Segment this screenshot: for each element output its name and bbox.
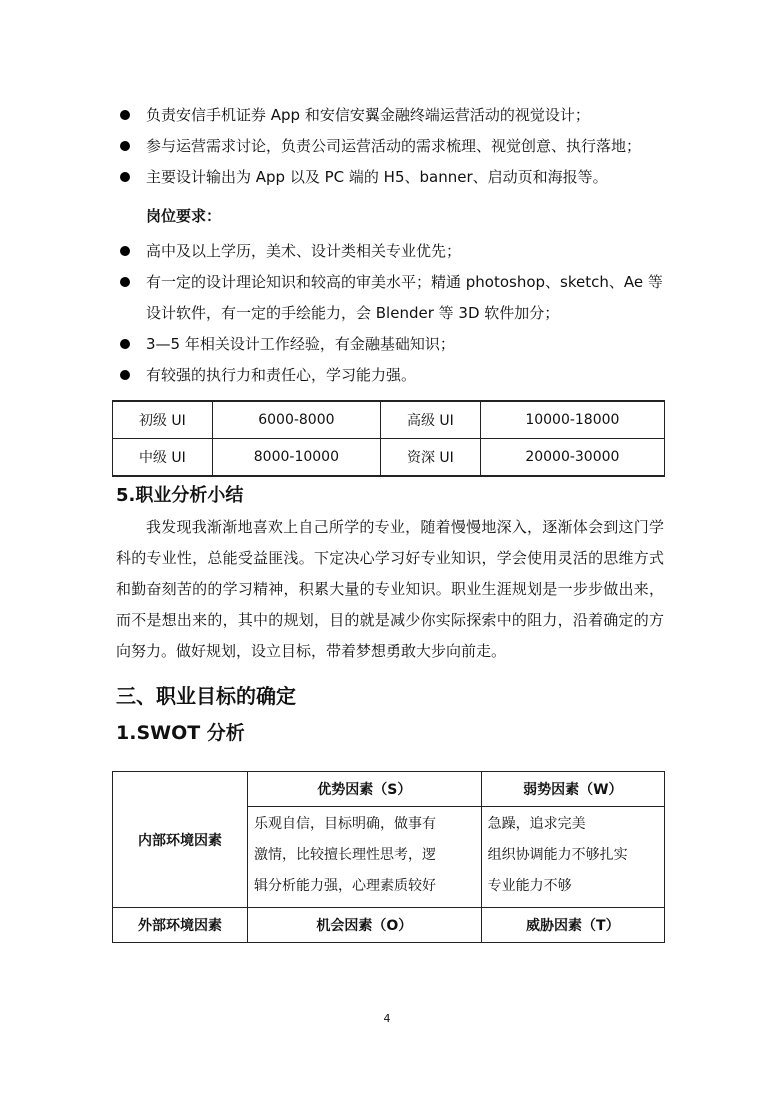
list-item: 高中及以上学历，美术、设计类相关专业优先； bbox=[118, 236, 678, 267]
requirements-list bbox=[118, 236, 678, 391]
strength-header: 优势因素（S） bbox=[248, 772, 482, 807]
list-item: 有一定的设计理论知识和较高的审美水平；精通 photoshop、sketch、Ae 等 设计软件，有一定的手绘能力，会 Blender 等 3D 软件加分； bbox=[118, 267, 678, 329]
external-label: 外部环境因素 bbox=[113, 908, 248, 943]
page-number: 4 bbox=[383, 1012, 391, 1025]
table-cell: 10000-18000 bbox=[480, 401, 664, 439]
list-item: 参与运营需求讨论，负责公司运营活动的需求梳理、视觉创意、执行落地； bbox=[118, 131, 678, 162]
strengths-cell bbox=[248, 807, 482, 908]
bullet-icon bbox=[120, 246, 130, 256]
threat-header: 威胁因素（T） bbox=[481, 908, 664, 943]
salary-table bbox=[112, 400, 665, 477]
weakness-line: 急躁，追求完美 bbox=[487, 816, 586, 832]
weaknesses-cell bbox=[481, 807, 664, 908]
section5-paragraph: 我发现我渐渐地喜欢上自己所学的专业，随着慢慢地深入，逐渐体会到这门学科的专业性，总能受益匪浅。下定决心学习好专业知识，学会使用灵活的思维方式和勤奋刻苦的的学习精神，积累大量的专业知识。职业生涯规划是一步步做出来，而不是想出来的，其中的规划，目的就是减少你实际探索中的阻力，沿着确定的方向努力。做好规划，设立目标，带着梦想勇敢大步向前走。 bbox=[116, 518, 664, 660]
table-row bbox=[113, 401, 665, 439]
list-item: 3—5 年相关设计工作经验，有金融基础知识； bbox=[118, 329, 678, 360]
bullet-icon bbox=[120, 339, 130, 349]
bullet-icon bbox=[120, 277, 130, 287]
list-item: 负责安信手机证券 App 和安信安翼金融终端运营活动的视觉设计； bbox=[118, 100, 678, 131]
weakness-header: 弱势因素（W） bbox=[481, 772, 664, 807]
chapter3-title: 三、职业目标的确定 bbox=[116, 684, 296, 708]
table-cell: 6000-8000 bbox=[212, 401, 380, 439]
strength-line: 乐观自信，目标明确，做事有 bbox=[254, 816, 436, 832]
bullet-icon bbox=[120, 172, 130, 182]
requirements-title: 岗位要求： bbox=[146, 207, 222, 225]
table-cell: 中级 UI bbox=[113, 439, 213, 477]
table-row bbox=[113, 772, 665, 807]
section5-title: 5.职业分析小结 bbox=[116, 485, 244, 506]
list-item: 有较强的执行力和责任心，学习能力强。 bbox=[118, 360, 678, 391]
duties-list bbox=[118, 100, 678, 193]
bullet-icon bbox=[120, 370, 130, 380]
table-cell: 初级 UI bbox=[113, 401, 213, 439]
strength-line: 激情，比较擅长理性思考，逻 bbox=[254, 847, 436, 863]
strength-line: 辑分析能力强，心理素质较好 bbox=[254, 878, 436, 894]
table-cell: 8000-10000 bbox=[212, 439, 380, 477]
table-row bbox=[113, 908, 665, 943]
weakness-line: 专业能力不够 bbox=[487, 878, 572, 894]
table-cell: 高级 UI bbox=[381, 401, 481, 439]
swot-title: 1.SWOT 分析 bbox=[116, 722, 245, 744]
weakness-line: 组织协调能力不够扎实 bbox=[487, 847, 628, 863]
internal-label: 内部环境因素 bbox=[113, 772, 248, 908]
list-item: 主要设计输出为 App 以及 PC 端的 H5、banner、启动页和海报等。 bbox=[118, 162, 678, 193]
swot-table bbox=[112, 771, 665, 943]
table-cell: 20000-30000 bbox=[480, 439, 664, 477]
table-row bbox=[113, 439, 665, 477]
table-cell: 资深 UI bbox=[381, 439, 481, 477]
bullet-icon bbox=[120, 141, 130, 151]
bullet-icon bbox=[120, 110, 130, 120]
opportunity-header: 机会因素（O） bbox=[248, 908, 482, 943]
